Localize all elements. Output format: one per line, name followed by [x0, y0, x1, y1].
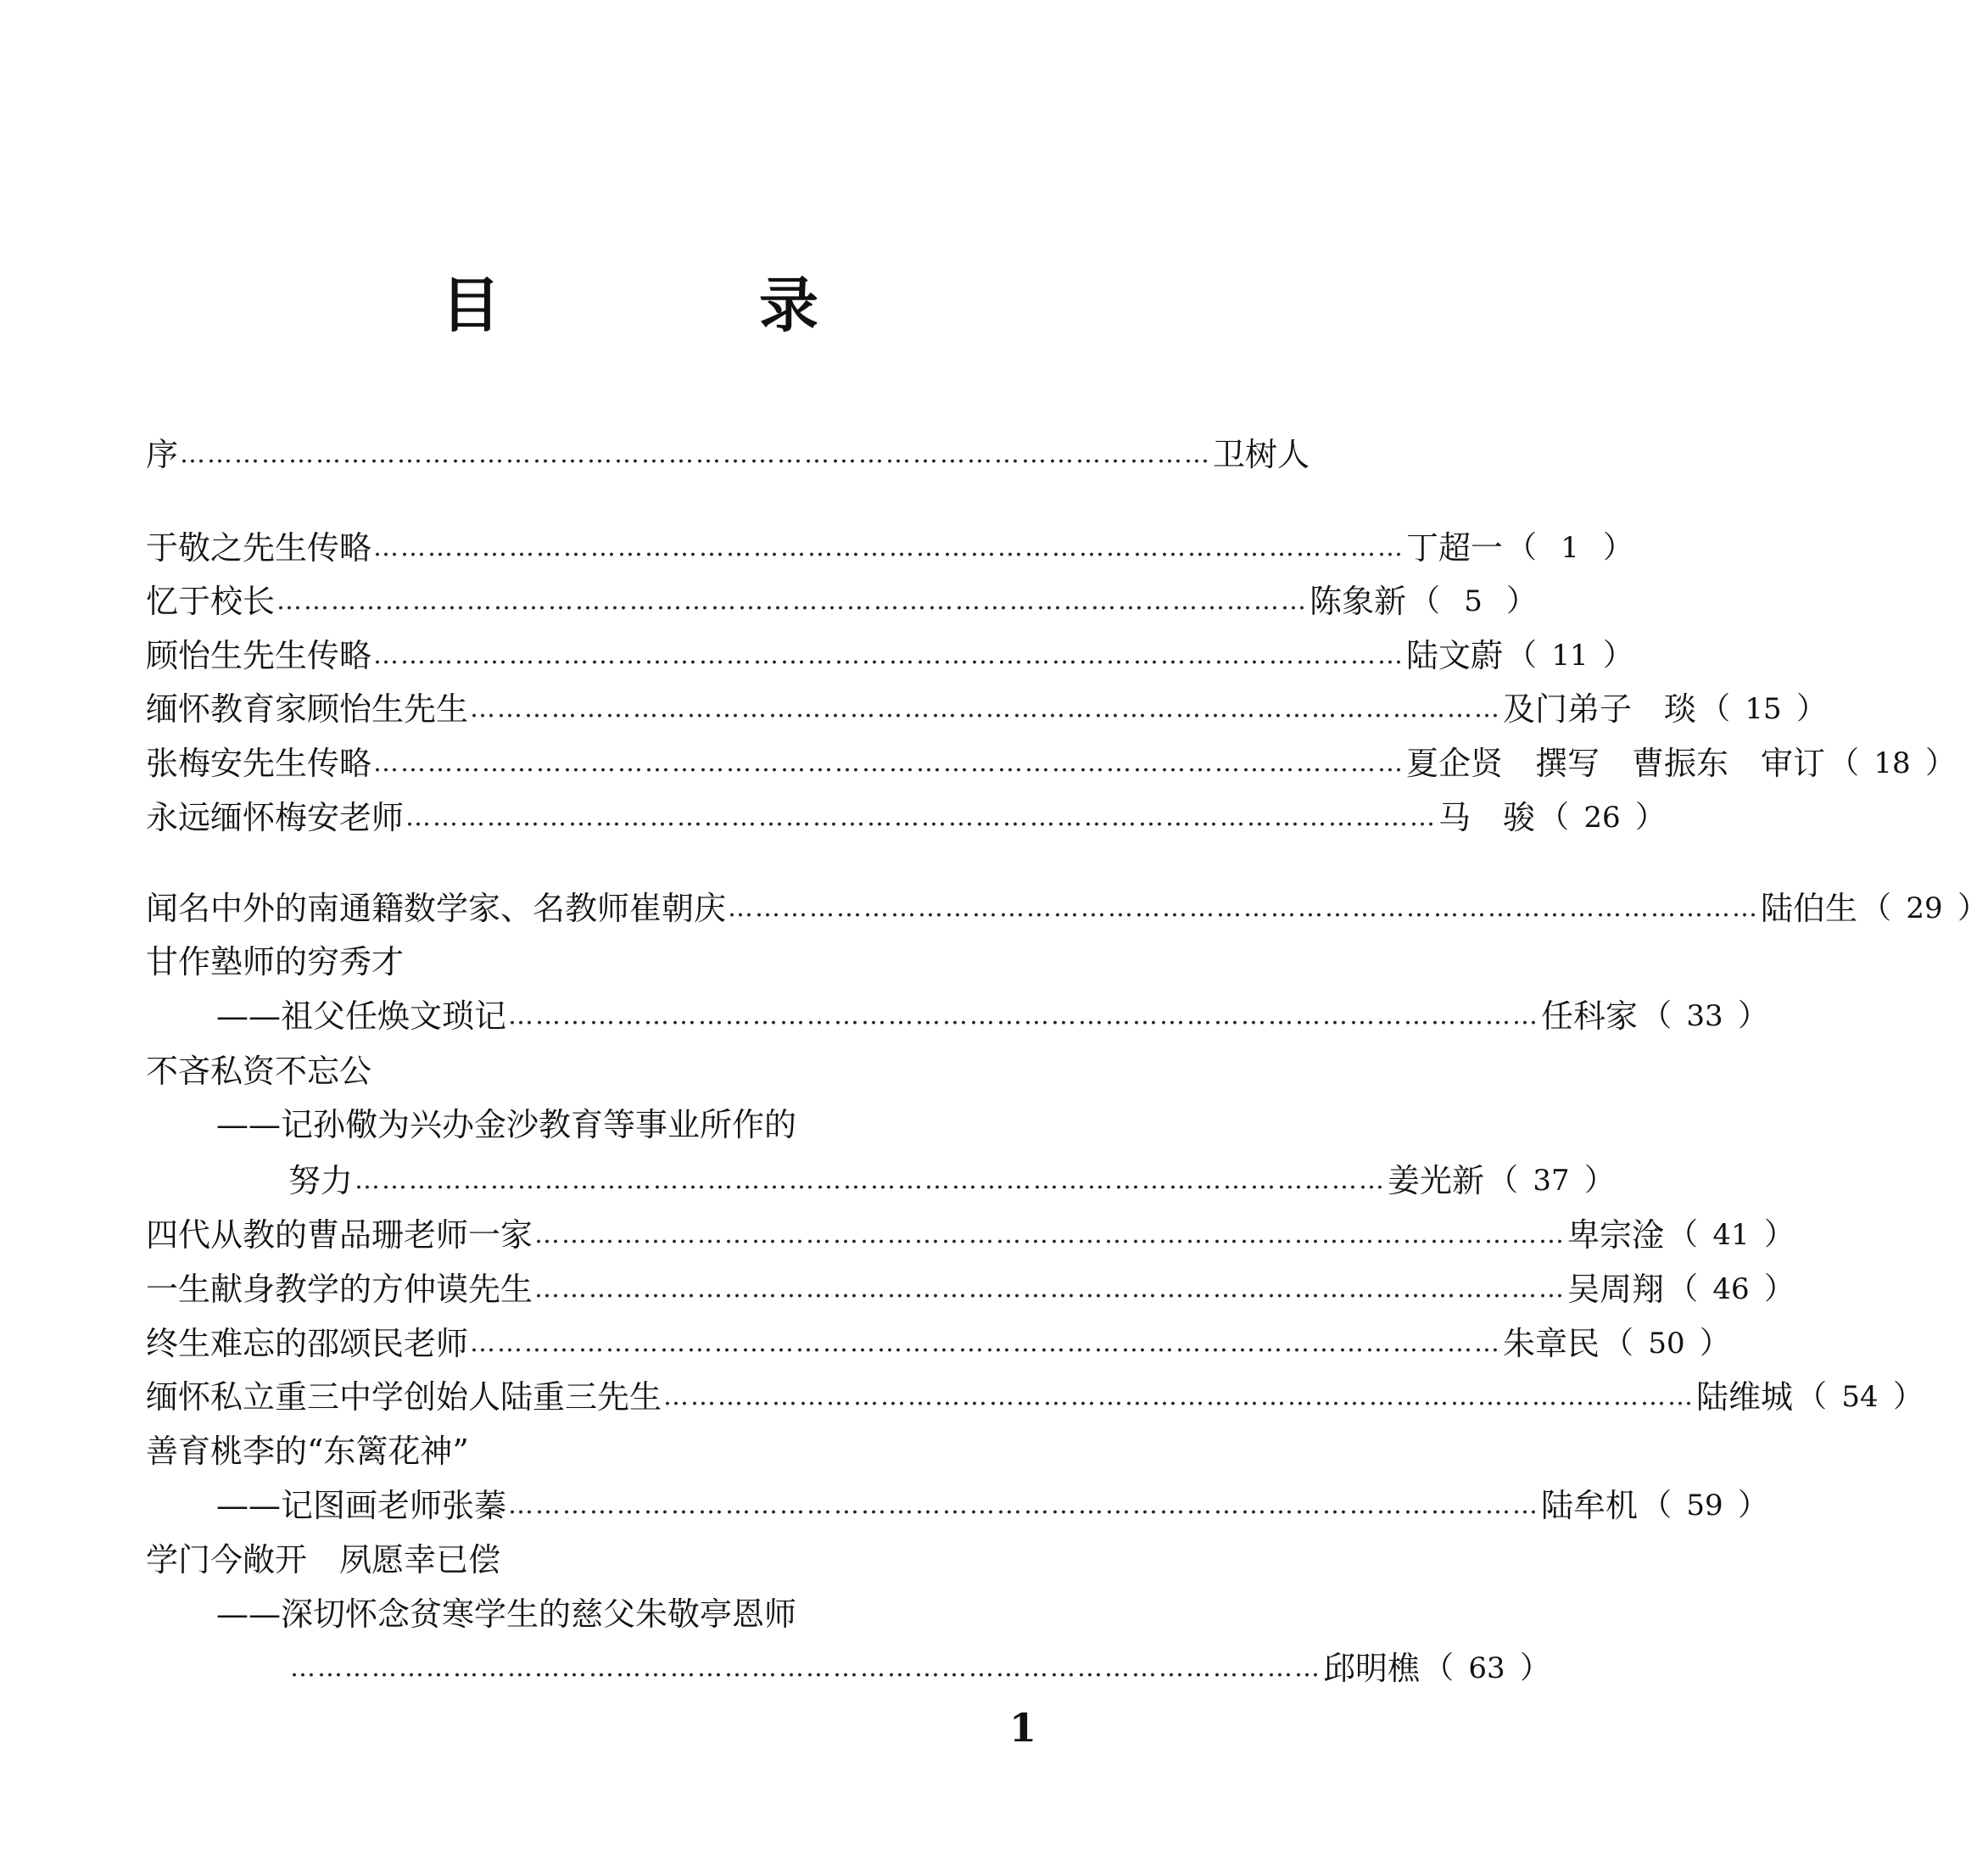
toc-entry-author: 姜光新 [1388, 1162, 1485, 1199]
page-number: 26 [1583, 801, 1621, 835]
paren-close: ） [1584, 1163, 1616, 1198]
paren-open: （ [1488, 1163, 1519, 1198]
toc-row [146, 1428, 1104, 1475]
toc-entry-title: 顾怡生先生传略 [146, 637, 372, 674]
toc-row-continuation [216, 1101, 1104, 1148]
toc-entry-author: 丁超一 [1406, 529, 1504, 567]
toc-entry-author: 夏企贤 撰写 曹振东 审订 [1406, 745, 1826, 782]
paren-open: （ [1506, 638, 1538, 673]
toc-entry-subtitle: ——记图画老师张蓁 [216, 1487, 507, 1524]
toc-entry-subtitle-cont: 努力 [288, 1162, 354, 1199]
leader-dots: …………………………………………………………………………………………………… [276, 586, 1309, 616]
paren-close: ） [1738, 1488, 1769, 1523]
toc-row [146, 1048, 1104, 1095]
page-number: 46 [1712, 1272, 1750, 1306]
toc-entry-author: 卫树人 [1213, 436, 1310, 473]
paren-close: ） [1796, 691, 1828, 726]
toc-entry-author: 陈象新 [1310, 583, 1407, 620]
page-number: 41 [1712, 1218, 1750, 1252]
page-number: 59 [1686, 1489, 1723, 1523]
leader-dots: …………………………………………………………………………………………………… [373, 748, 1405, 778]
paren-close: ） [1764, 1271, 1795, 1306]
toc-entry-author: 陆维城 [1696, 1378, 1794, 1416]
toc-page-ref [1603, 1320, 1730, 1367]
page-number: 5 [1464, 584, 1483, 618]
leader-dots: …………………………………………………………………………………………………… [355, 1165, 1387, 1195]
paren-close: ） [1700, 1326, 1731, 1361]
paren-open: （ [1506, 530, 1538, 565]
page-number: 37 [1533, 1164, 1570, 1198]
toc-row [146, 794, 1667, 841]
toc-row [146, 740, 1957, 787]
toc-page-ref [1641, 992, 1768, 1040]
leader-dots: …………………………………………………………………………………………………… [508, 1001, 1540, 1031]
paren-close: ） [1520, 1651, 1551, 1685]
page-number: 54 [1841, 1380, 1879, 1414]
toc-entry-title: 永远缅怀梅安老师 [146, 799, 405, 836]
toc-row-continuation [216, 992, 1769, 1040]
page-number: 11 [1551, 639, 1589, 673]
page-number: 33 [1686, 999, 1723, 1033]
paren-open: （ [1861, 891, 1892, 925]
leader-dots: …………………………………………………………………………………………………… [470, 1328, 1502, 1358]
toc-row [146, 524, 1634, 572]
toc-entry-title: 缅怀教育家顾怡生先生 [146, 690, 469, 728]
toc-entry-author: 陆伯生 [1761, 890, 1858, 927]
toc-row [146, 1373, 1924, 1421]
toc-entry-author: 陆牟机 [1541, 1487, 1639, 1524]
toc-entry-title: 缅怀私立重三中学创始人陆重三先生 [146, 1378, 662, 1416]
toc-entry-title: 一生献身教学的方仲谟先生 [146, 1271, 533, 1308]
paren-open: （ [1538, 800, 1570, 835]
toc-entry-author: 吴周翔 [1567, 1271, 1665, 1308]
toc-entry-author: 卑宗淦 [1567, 1216, 1665, 1254]
toc-entry-author: 邱明樵 [1323, 1650, 1421, 1687]
toc-page-ref [1641, 1482, 1768, 1529]
toc-page-ref [1423, 1645, 1550, 1692]
paren-open: （ [1796, 1379, 1828, 1414]
toc-entry-title: 张梅安先生传略 [146, 745, 372, 782]
toc-entry-title: 闻名中外的南通籍数学家、名教师崔朝庆 [146, 890, 727, 927]
folio-page-number: 1 [1009, 1705, 1037, 1751]
page-title-char-1: 目 [441, 270, 500, 340]
toc-row-continuation [216, 1590, 1104, 1638]
paren-open: （ [1641, 1488, 1672, 1523]
toc-row [146, 885, 1988, 932]
leader-dots: …………………………………………………………………………………………………… [180, 439, 1212, 469]
paren-open: （ [1641, 998, 1672, 1033]
toc-row-continuation [288, 1157, 1616, 1204]
toc-entry-author: 朱章民 [1503, 1325, 1600, 1362]
toc-page-ref [1488, 1157, 1615, 1204]
toc-page-ref [1700, 685, 1827, 733]
leader-dots: …………………………………………………………………………………………………… [373, 533, 1405, 562]
toc-page-ref [1667, 1211, 1795, 1259]
toc-entry-author: 及门弟子 琰 [1503, 690, 1697, 728]
paren-close: ） [1925, 746, 1957, 780]
toc-entry-subtitle: ——深切怀念贫寒学生的慈父朱敬亭恩师 [216, 1595, 797, 1633]
toc-entry-author: 陆文蔚 [1406, 637, 1504, 674]
toc-row-continuation [216, 1482, 1769, 1529]
paren-open: （ [1667, 1271, 1699, 1306]
paren-open: （ [1667, 1217, 1699, 1252]
paren-close: ） [1603, 638, 1634, 673]
paren-open: （ [1410, 584, 1441, 618]
leader-dots: …………………………………………………………………………………………………… [405, 802, 1438, 832]
leader-dots: …………………………………………………………………………………………………… [534, 1274, 1566, 1304]
toc-row [146, 578, 1538, 625]
toc-row [146, 1266, 1795, 1313]
paren-close: ） [1635, 800, 1667, 835]
toc-row-preface [146, 431, 1310, 478]
page-number: 50 [1648, 1327, 1685, 1361]
toc-entry-title: 不吝私资不忘公 [146, 1053, 372, 1090]
toc-page-ref [1796, 1373, 1924, 1421]
paren-close: ） [1738, 998, 1769, 1033]
leader-dots: …………………………………………………………………………………………………… [663, 1382, 1695, 1411]
leader-dots: …………………………………………………………………………………………………… [290, 1653, 1321, 1683]
paren-close: ） [1893, 1379, 1924, 1414]
toc-page-ref [1829, 740, 1956, 787]
page-number: 1 [1561, 531, 1579, 565]
toc-row [146, 685, 1828, 733]
page-number: 18 [1874, 746, 1911, 780]
toc-page-ref [1667, 1266, 1795, 1313]
toc-entry-title: 善育桃李的“东篱花神” [146, 1433, 469, 1470]
page-number: 29 [1906, 891, 1943, 925]
toc-entry-title: 学门今敞开 夙愿幸已偿 [146, 1541, 501, 1578]
toc-entry-title: 忆于校长 [146, 583, 276, 620]
paren-open: （ [1829, 746, 1860, 780]
paren-open: （ [1423, 1651, 1455, 1685]
toc-entry-subtitle: ——记孙儆为兴办金沙教育等事业所作的 [216, 1106, 797, 1143]
toc-entry-title: 序 [146, 436, 179, 473]
toc-entry-title: 甘作塾师的穷秀才 [146, 943, 405, 981]
page-number: 63 [1468, 1651, 1505, 1685]
toc-entry-author: 马 骏 [1438, 799, 1536, 836]
toc-page-ref [1506, 632, 1633, 679]
toc-row [146, 1320, 1731, 1367]
paren-close: ） [1764, 1217, 1795, 1252]
paren-open: （ [1603, 1326, 1634, 1361]
leader-dots: …………………………………………………………………………………………………… [470, 694, 1502, 724]
toc-row [146, 938, 1104, 986]
toc-row [146, 632, 1634, 679]
leader-dots: …………………………………………………………………………………………………… [534, 1220, 1566, 1249]
toc-entry-title: 四代从教的曹品珊老师一家 [146, 1216, 533, 1254]
toc-entry-subtitle: ——祖父任焕文琐记 [216, 997, 507, 1035]
paren-open: （ [1700, 691, 1731, 726]
toc-page-ref [1506, 524, 1633, 572]
toc-row [146, 1211, 1795, 1259]
paren-close: ） [1603, 530, 1634, 565]
toc-row-continuation [288, 1645, 1551, 1692]
leader-dots: …………………………………………………………………………………………………… [508, 1490, 1540, 1520]
leader-dots: …………………………………………………………………………………………………… [728, 893, 1760, 923]
toc-page-ref [1410, 578, 1537, 625]
paren-close: ） [1957, 891, 1988, 925]
toc-page-ref [1861, 885, 1988, 932]
toc-entry-author: 任科家 [1541, 997, 1639, 1035]
toc-entry-title: 于敬之先生传略 [146, 529, 372, 567]
toc-page-ref [1538, 794, 1666, 841]
paren-close: ） [1506, 584, 1538, 618]
page-number: 15 [1745, 692, 1782, 726]
toc-row [146, 1536, 1104, 1584]
page-title-char-2: 录 [759, 270, 818, 340]
toc-entry-title: 终生难忘的邵颂民老师 [146, 1325, 469, 1362]
leader-dots: …………………………………………………………………………………………………… [373, 640, 1405, 670]
